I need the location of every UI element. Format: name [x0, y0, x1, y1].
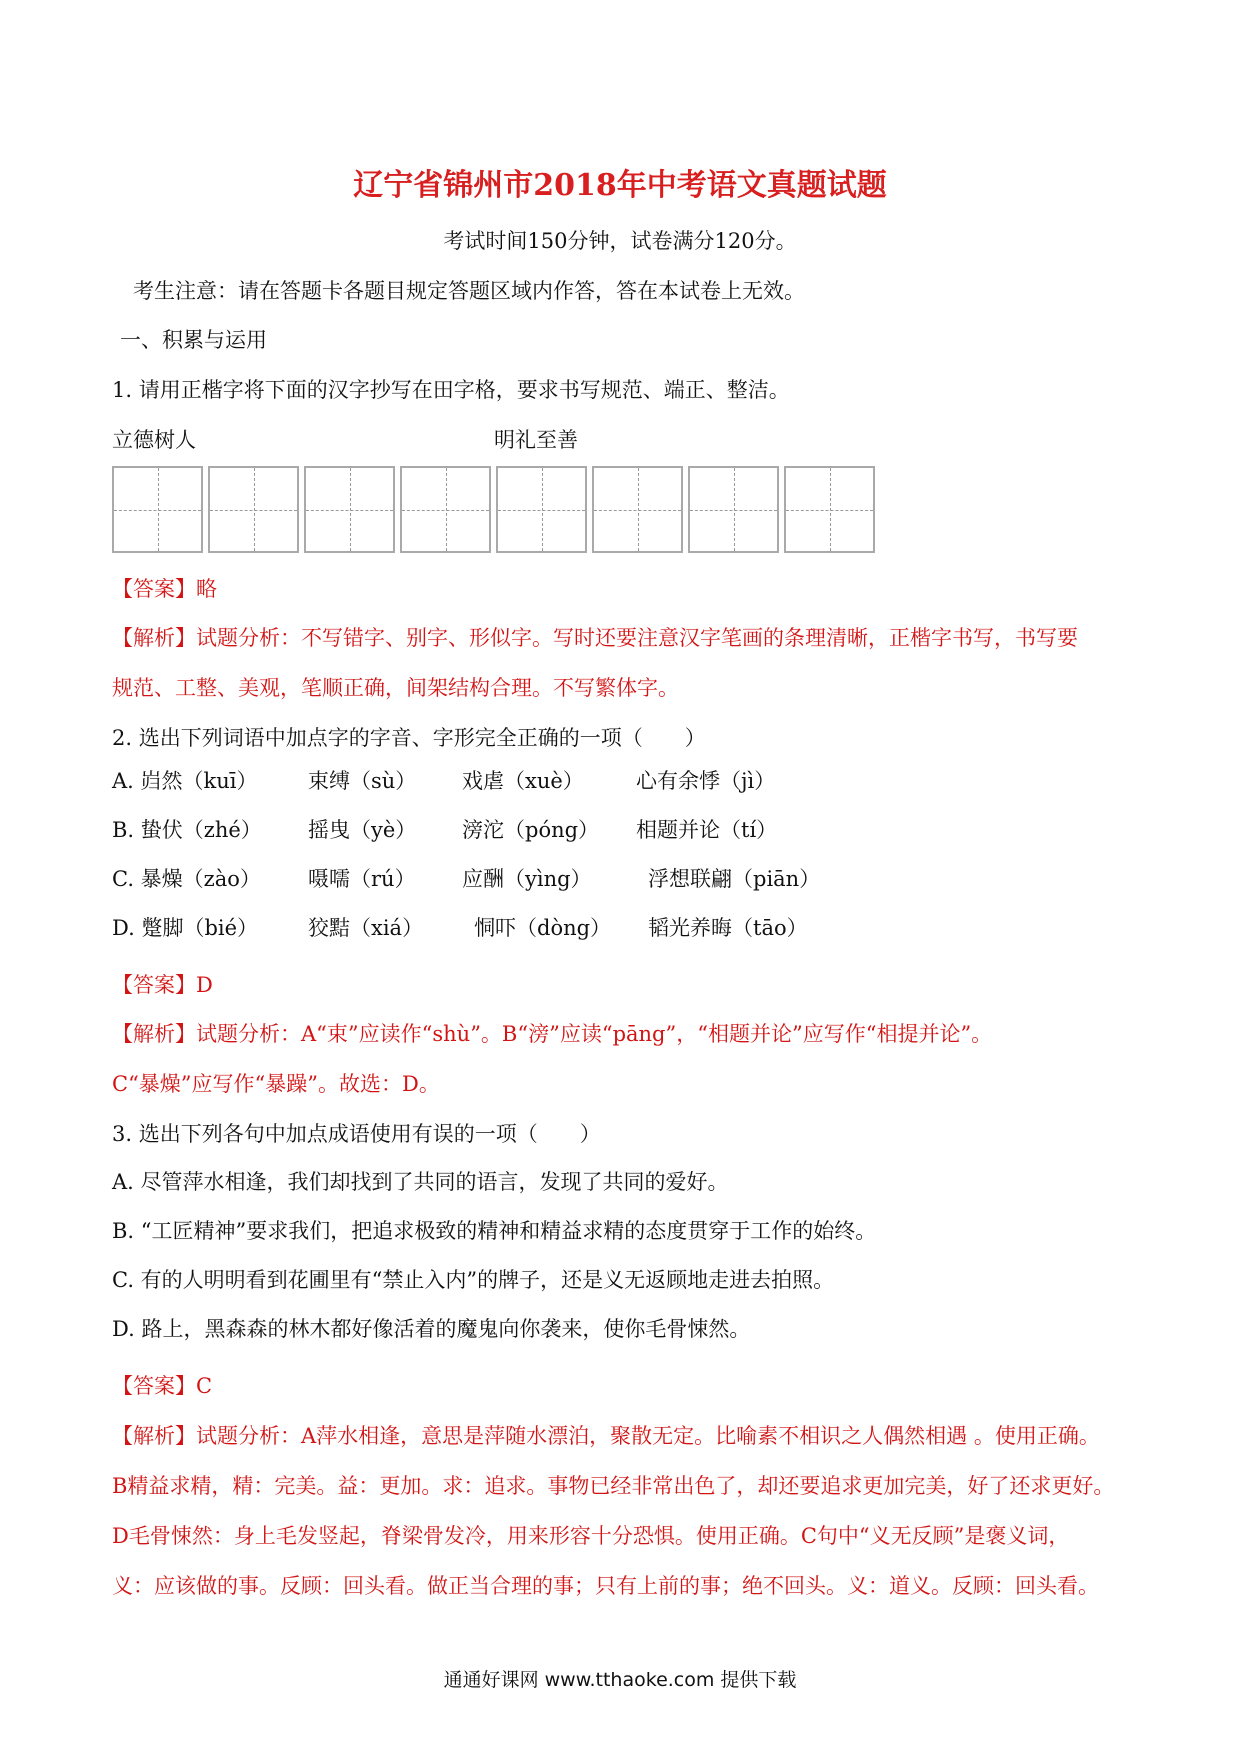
- q3-analysis-4: 义：应该做的事。反顾：回头看。做正当合理的事；只有上前的事；绝不回头。义：道义。反顾：回头看。: [112, 1574, 1099, 1598]
- page-title: 辽宁省锦州市2018年中考语文真题试题: [353, 168, 887, 203]
- notice: 考生注意：请在答题卡各题目规定答题区域内作答，答在本试卷上无效。: [133, 279, 805, 303]
- q3-analysis-1: 【解析】试题分析：A萍水相逢，意思是萍随水漂泊，聚散无定。比喻素不相识之人偶然相遇 。使用正确。: [112, 1424, 1100, 1448]
- q2-answer: 【答案】D: [112, 973, 213, 997]
- q2-option-d-4: 韬光养晦（tāo）: [648, 916, 808, 940]
- q3-option-b: B. “工匠精神”要求我们，把追求极致的精神和精益求精的态度贯穿于工作的始终。: [112, 1219, 877, 1243]
- q2-option-d-3: 恫吓（dòng）: [474, 916, 612, 940]
- grid-cell: [112, 466, 203, 553]
- q2-option-c-4: 浮想联翩（piān）: [648, 867, 821, 891]
- q3-option-a: A. 尽管萍水相逢，我们却找到了共同的语言，发现了共同的爱好。: [112, 1170, 729, 1194]
- q3-analysis-2: B精益求精，精：完美。益：更加。求：追求。事物已经非常出色了，却还要追求更加完美，好了还求更好。: [112, 1474, 1115, 1498]
- q3-option-d: D. 路上，黑森森的林木都好像活着的魔鬼向你袭来，使你毛骨悚然。: [112, 1317, 751, 1341]
- q2-option-c-3: 应酬（yìng）: [462, 867, 592, 891]
- q2-option-b-3: 滂沱（póng）: [462, 818, 600, 842]
- q2-option-a: A. 岿然（kuī）: [112, 769, 258, 793]
- q2-analysis-2: C“暴燥”应写作“暴躁”。故选：D。: [112, 1072, 440, 1096]
- q2-option-b-2: 摇曳（yè）: [308, 818, 417, 842]
- q1-phrase-1: 立德树人: [112, 428, 196, 452]
- grid-cell: [208, 466, 299, 553]
- q1-analysis-1: 【解析】试题分析：不写错字、别字、形似字。写时还要注意汉字笔画的条理清晰，正楷字书写，书写要: [112, 626, 1078, 650]
- q2-option-c-2: 嗫嚅（rú）: [308, 867, 416, 891]
- q3-answer: 【答案】C: [112, 1374, 213, 1398]
- grid-cell: [496, 466, 587, 553]
- q2-option-b-4: 相题并论（tí）: [636, 818, 778, 842]
- grid-cell: [304, 466, 395, 553]
- q2-question: 2. 选出下列词语中加点字的字音、字形完全正确的一项（ ）: [112, 726, 706, 750]
- tian-zi-grid: [112, 466, 875, 553]
- q1-question: 1. 请用正楷字将下面的汉字抄写在田字格，要求书写规范、端正、整洁。: [112, 378, 790, 402]
- q2-option-d-2: 狡黠（xiá）: [308, 916, 424, 940]
- grid-cell: [592, 466, 683, 553]
- exam-info: 考试时间150分钟，试卷满分120分。: [443, 229, 797, 253]
- q2-option-b: B. 蛰伏（zhé）: [112, 818, 262, 842]
- footer-credit: 通通好课网 www.tthaoke.com 提供下载: [443, 1669, 797, 1691]
- q3-analysis-3: D毛骨悚然：身上毛发竖起，脊梁骨发冷，用来形容十分恐惧。使用正确。C句中“义无反顾”是褒义词，: [112, 1524, 1070, 1548]
- q2-option-a-4: 心有余悸（jì）: [636, 769, 776, 793]
- q1-analysis-2: 规范、工整、美观，笔顺正确，间架结构合理。不写繁体字。: [112, 676, 679, 700]
- q2-option-c: C. 暴燥（zào）: [112, 867, 261, 891]
- q2-option-d: D. 蹩脚（bié）: [112, 916, 259, 940]
- q2-option-a-2: 束缚（sù）: [308, 769, 417, 793]
- q1-phrase-2: 明礼至善: [494, 428, 578, 452]
- grid-cell: [784, 466, 875, 553]
- q3-question: 3. 选出下列各句中加点成语使用有误的一项（ ）: [112, 1122, 601, 1146]
- grid-cell: [400, 466, 491, 553]
- q3-option-c: C. 有的人明明看到花圃里有“禁止入内”的牌子，还是义无返顾地走进去拍照。: [112, 1268, 835, 1292]
- grid-cell: [688, 466, 779, 553]
- q1-answer: 【答案】略: [112, 577, 217, 601]
- q2-analysis-1: 【解析】试题分析：A“束”应读作“shù”。B“滂”应读“pāng”，“相题并论”应写作“相提并论”。: [112, 1022, 993, 1046]
- section-heading: 一、积累与运用: [120, 328, 267, 352]
- q2-option-a-3: 戏虐（xuè）: [462, 769, 584, 793]
